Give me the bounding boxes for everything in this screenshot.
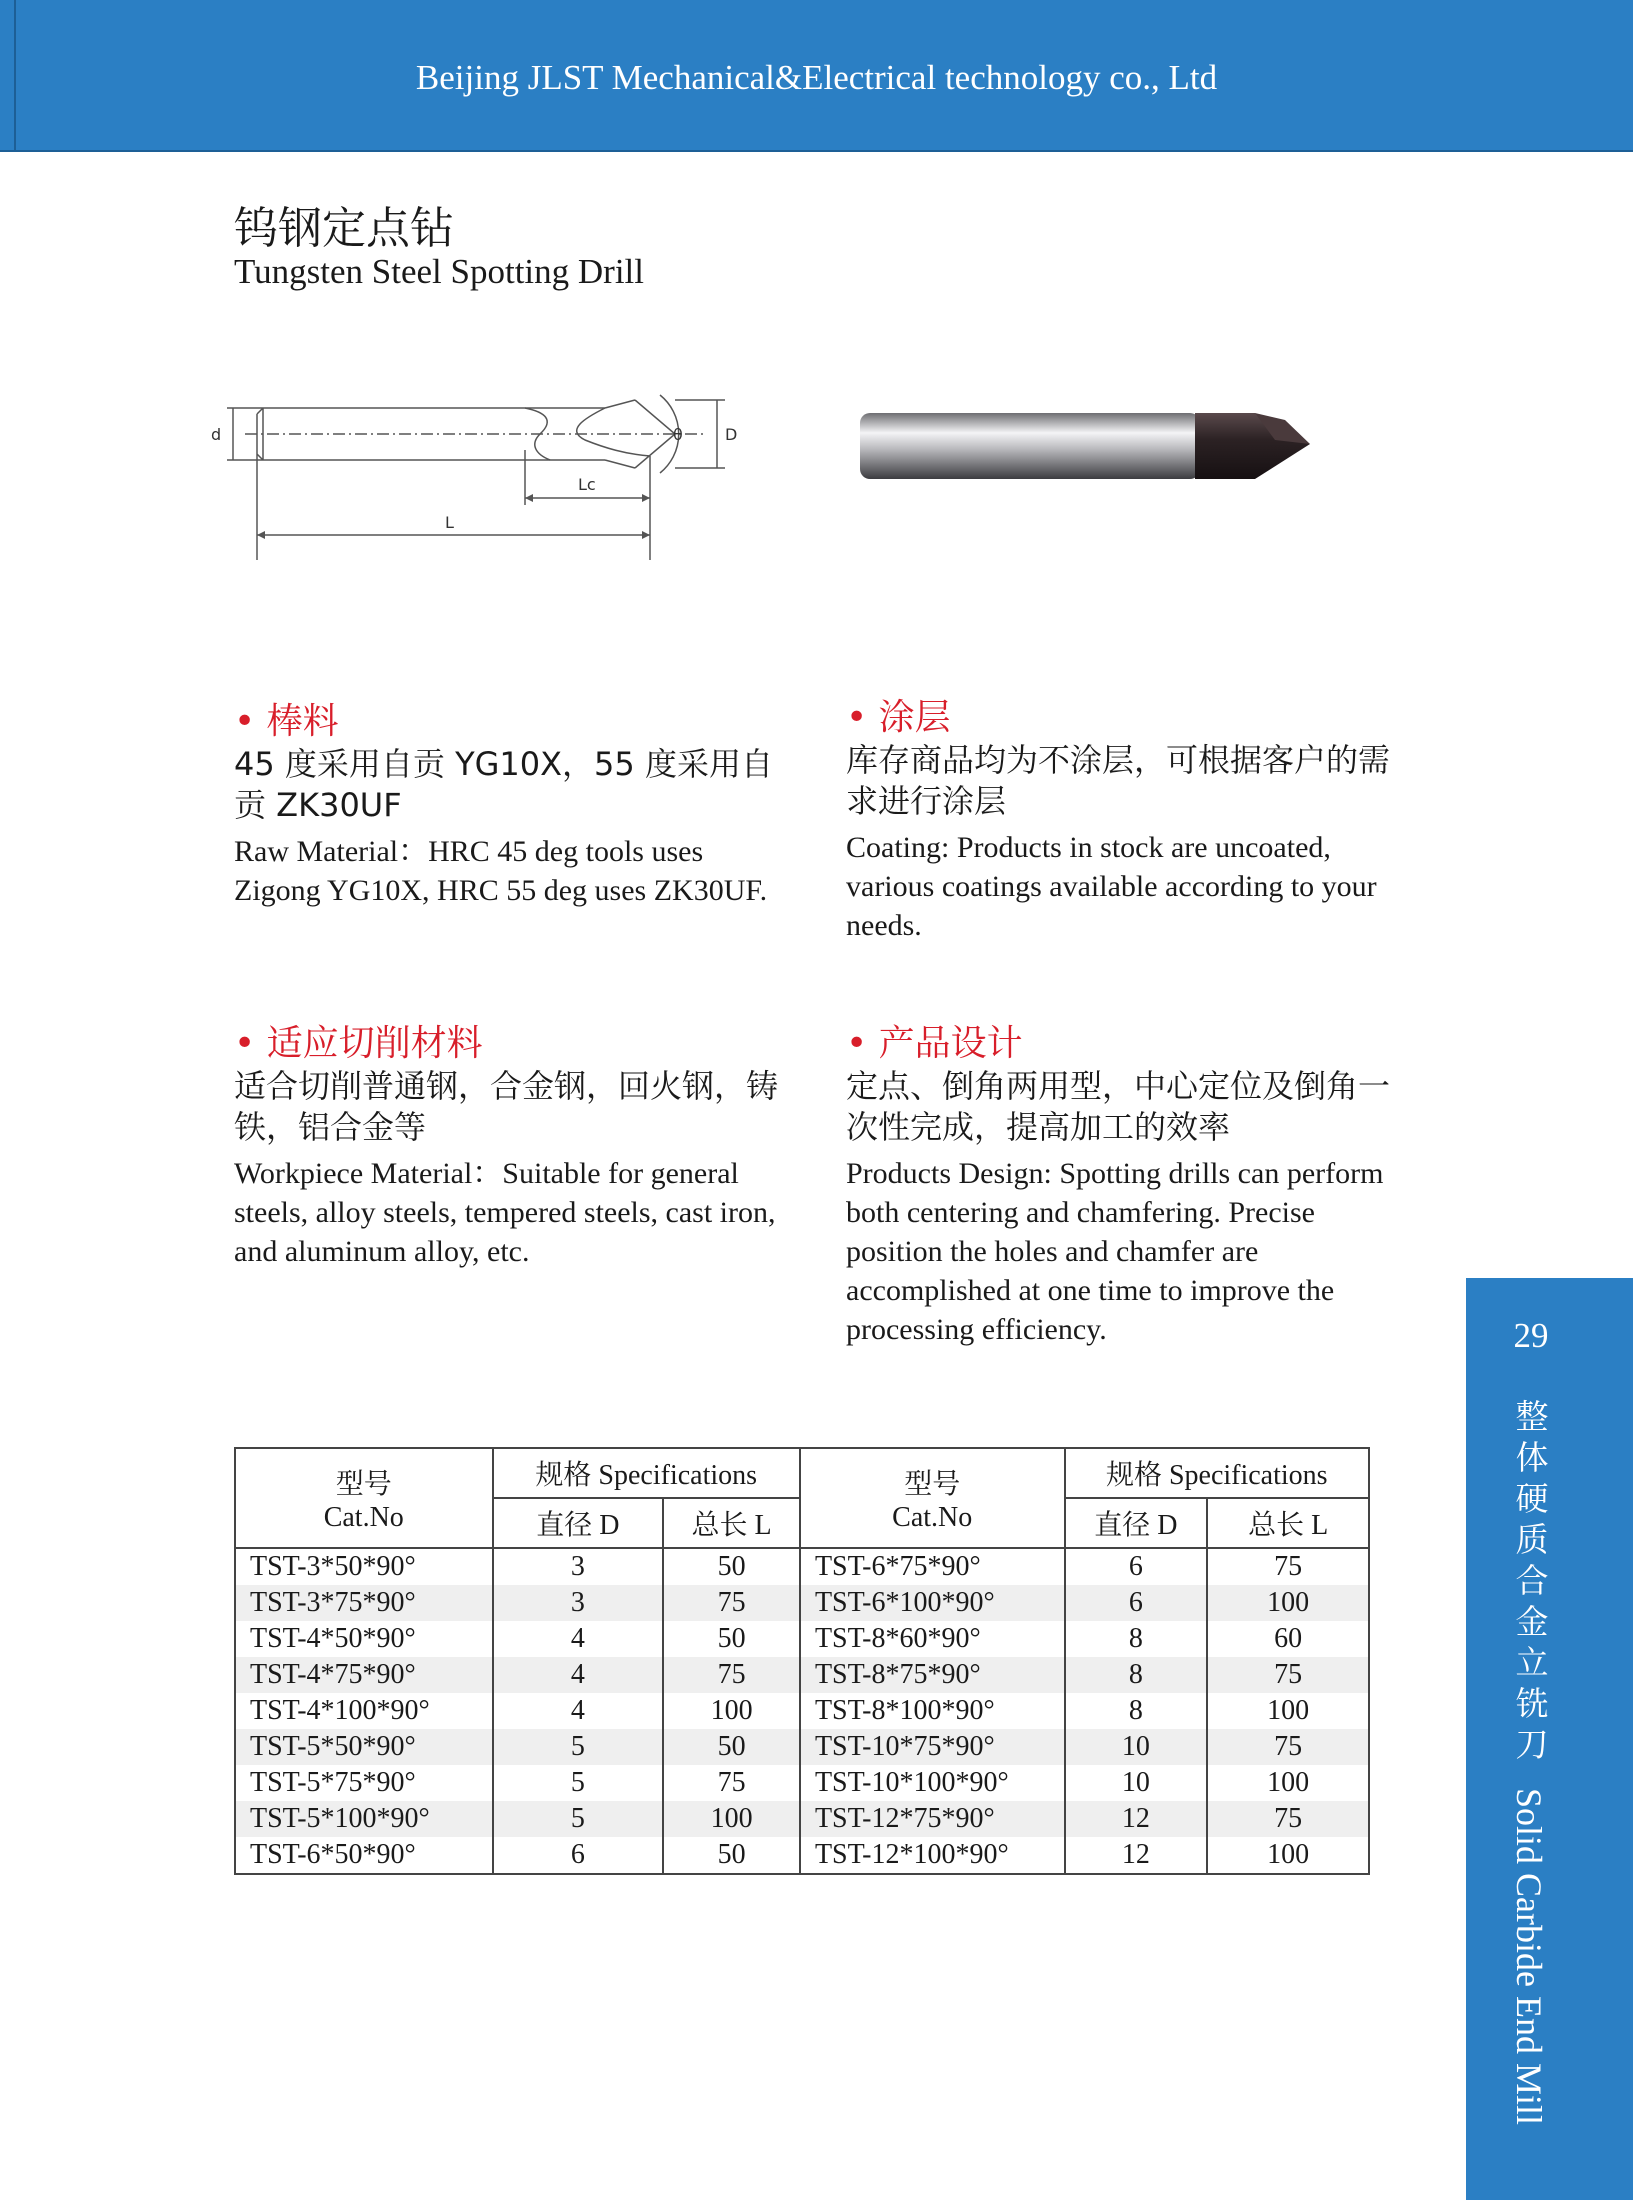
category-sidebar bbox=[1466, 1278, 1633, 2200]
section-coating bbox=[846, 696, 1406, 945]
length-cell: 75 bbox=[663, 1585, 800, 1621]
category-char: 体 bbox=[1515, 1438, 1549, 1477]
cat-no-cell: TST-10*100*90° bbox=[800, 1765, 1065, 1801]
table-row bbox=[235, 1621, 1369, 1657]
cat-no-cell: TST-10*75*90° bbox=[800, 1729, 1065, 1765]
label-D: D bbox=[725, 425, 738, 444]
product-title-en: Tungsten Steel Spotting Drill bbox=[234, 252, 645, 291]
label-theta: θ bbox=[673, 425, 683, 444]
label-L: L bbox=[445, 513, 454, 532]
length-cell: 75 bbox=[663, 1657, 800, 1693]
cat-no-cell: TST-4*100*90° bbox=[235, 1693, 493, 1729]
category-char: 立 bbox=[1515, 1643, 1549, 1682]
table-row bbox=[235, 1693, 1369, 1729]
cat-no-cell: TST-12*100*90° bbox=[800, 1837, 1065, 1874]
drill-dimension-drawing bbox=[205, 390, 745, 560]
section-workpiece bbox=[234, 1022, 794, 1271]
table-row bbox=[235, 1765, 1369, 1801]
section-heading: • 适应切削材料 bbox=[234, 1023, 483, 1064]
section-heading: • 棒料 bbox=[234, 701, 339, 742]
length-cell: 100 bbox=[663, 1693, 800, 1729]
table-row bbox=[235, 1837, 1369, 1874]
spec-header: 规格 Specifications bbox=[1065, 1448, 1369, 1498]
length-cell: 100 bbox=[663, 1801, 800, 1837]
cat-no-cell: TST-5*75*90° bbox=[235, 1765, 493, 1801]
section-text-cn: 库存商品均为不涂层，可根据客户的需求进行涂层 bbox=[846, 741, 1391, 820]
category-char: 刀 bbox=[1515, 1725, 1549, 1764]
category-char: 铣 bbox=[1515, 1684, 1549, 1723]
cat-no-cell: TST-12*75*90° bbox=[800, 1801, 1065, 1837]
cat-no-header bbox=[235, 1448, 493, 1548]
section-text-en: Workpiece Material：Suitable for general steels, alloy steels, tempered steels, cast iron, and aluminum alloy, etc. bbox=[234, 1157, 776, 1268]
cat-no-cell: TST-6*75*90° bbox=[800, 1548, 1065, 1585]
diameter-cell: 5 bbox=[493, 1729, 664, 1765]
diameter-cell: 4 bbox=[493, 1693, 664, 1729]
cat-no-header-en: Cat.No bbox=[323, 1502, 404, 1533]
length-header: 总长 L bbox=[1207, 1498, 1369, 1548]
diameter-cell: 5 bbox=[493, 1801, 664, 1837]
length-cell: 75 bbox=[1207, 1801, 1369, 1837]
length-cell: 75 bbox=[1207, 1548, 1369, 1585]
section-heading: • 产品设计 bbox=[846, 1023, 1023, 1064]
section-raw-material bbox=[234, 700, 794, 910]
table-row bbox=[235, 1548, 1369, 1585]
label-d: d bbox=[211, 425, 222, 444]
diameter-cell: 12 bbox=[1065, 1801, 1208, 1837]
category-title-cn bbox=[1512, 1396, 1552, 1765]
section-text-en: Raw Material：HRC 45 deg tools uses Zigong YG10X, HRC 55 deg uses ZK30UF. bbox=[234, 835, 768, 907]
specifications-table bbox=[234, 1447, 1370, 1875]
length-cell: 100 bbox=[1207, 1693, 1369, 1729]
section-text-cn: 45 度采用自贡 YG10X，55 度采用自贡 ZK30UF bbox=[234, 745, 773, 824]
diameter-cell: 10 bbox=[1065, 1729, 1208, 1765]
category-char: 金 bbox=[1515, 1602, 1549, 1641]
category-char: 合 bbox=[1515, 1561, 1549, 1600]
section-text-cn: 适合切削普通钢，合金钢，回火钢，铸铁，铝合金等 bbox=[234, 1067, 779, 1146]
cat-no-cell: TST-6*50*90° bbox=[235, 1837, 493, 1874]
diameter-cell: 10 bbox=[1065, 1765, 1208, 1801]
diameter-cell: 6 bbox=[493, 1837, 664, 1874]
diameter-cell: 4 bbox=[493, 1621, 664, 1657]
length-cell: 75 bbox=[1207, 1657, 1369, 1693]
section-text-en: Products Design: Spotting drills can perform both centering and chamfering. Precise position the holes and chamfer are accomplished at one time to improve the processing efficiency. bbox=[846, 1157, 1384, 1346]
diameter-cell: 8 bbox=[1065, 1657, 1208, 1693]
length-cell: 60 bbox=[1207, 1621, 1369, 1657]
cat-no-cell: TST-8*75*90° bbox=[800, 1657, 1065, 1693]
length-cell: 100 bbox=[1207, 1765, 1369, 1801]
section-heading: • 涂层 bbox=[846, 697, 951, 738]
cat-no-cell: TST-3*75*90° bbox=[235, 1585, 493, 1621]
length-cell: 100 bbox=[1207, 1837, 1369, 1874]
category-char: 质 bbox=[1515, 1520, 1549, 1559]
cat-no-header-cn: 型号 bbox=[904, 1469, 961, 1500]
drill-photo bbox=[855, 400, 1355, 500]
diameter-cell: 4 bbox=[493, 1657, 664, 1693]
category-char: 硬 bbox=[1515, 1479, 1549, 1518]
diameter-cell: 3 bbox=[493, 1548, 664, 1585]
cat-no-cell: TST-6*100*90° bbox=[800, 1585, 1065, 1621]
table-row bbox=[235, 1729, 1369, 1765]
cat-no-header-en: Cat.No bbox=[892, 1502, 973, 1533]
cat-no-cell: TST-4*75*90° bbox=[235, 1657, 493, 1693]
diameter-cell: 6 bbox=[1065, 1585, 1208, 1621]
diameter-cell: 6 bbox=[1065, 1548, 1208, 1585]
length-cell: 50 bbox=[663, 1837, 800, 1874]
cat-no-cell: TST-5*100*90° bbox=[235, 1801, 493, 1837]
cat-no-cell: TST-8*100*90° bbox=[800, 1693, 1065, 1729]
company-name: Beijing JLST Mechanical&Electrical technology co., Ltd bbox=[415, 58, 1218, 97]
product-title-cn: 钨钢定点钻 bbox=[234, 203, 454, 254]
section-text-cn: 定点、倒角两用型，中心定位及倒角一次性完成，提高加工的效率 bbox=[846, 1067, 1391, 1146]
category-title-en: Solid Carbide End Mill bbox=[1509, 1788, 1549, 2125]
cat-no-cell: TST-8*60*90° bbox=[800, 1621, 1065, 1657]
diameter-header: 直径 D bbox=[493, 1498, 664, 1548]
diameter-cell: 12 bbox=[1065, 1837, 1208, 1874]
category-char: 整 bbox=[1515, 1397, 1549, 1436]
cat-no-cell: TST-3*50*90° bbox=[235, 1548, 493, 1585]
cat-no-cell: TST-4*50*90° bbox=[235, 1621, 493, 1657]
cat-no-header-cn: 型号 bbox=[335, 1469, 392, 1500]
length-cell: 50 bbox=[663, 1621, 800, 1657]
table-row bbox=[235, 1585, 1369, 1621]
page-header bbox=[0, 0, 1633, 152]
spec-header: 规格 Specifications bbox=[493, 1448, 800, 1498]
diameter-cell: 8 bbox=[1065, 1621, 1208, 1657]
diameter-header: 直径 D bbox=[1065, 1498, 1208, 1548]
section-design bbox=[846, 1022, 1406, 1349]
cat-no-header bbox=[800, 1448, 1065, 1548]
label-Lc: Lc bbox=[578, 475, 596, 494]
length-cell: 50 bbox=[663, 1548, 800, 1585]
length-cell: 75 bbox=[1207, 1729, 1369, 1765]
page-number: 29 bbox=[1513, 1316, 1549, 1355]
length-cell: 50 bbox=[663, 1729, 800, 1765]
table-row bbox=[235, 1657, 1369, 1693]
cat-no-cell: TST-5*50*90° bbox=[235, 1729, 493, 1765]
table-row bbox=[235, 1801, 1369, 1837]
section-text-en: Coating: Products in stock are uncoated, various coatings available according to your needs. bbox=[846, 831, 1377, 942]
length-cell: 100 bbox=[1207, 1585, 1369, 1621]
diameter-cell: 5 bbox=[493, 1765, 664, 1801]
diameter-cell: 3 bbox=[493, 1585, 664, 1621]
diameter-cell: 8 bbox=[1065, 1693, 1208, 1729]
length-cell: 75 bbox=[663, 1765, 800, 1801]
length-header: 总长 L bbox=[663, 1498, 800, 1548]
